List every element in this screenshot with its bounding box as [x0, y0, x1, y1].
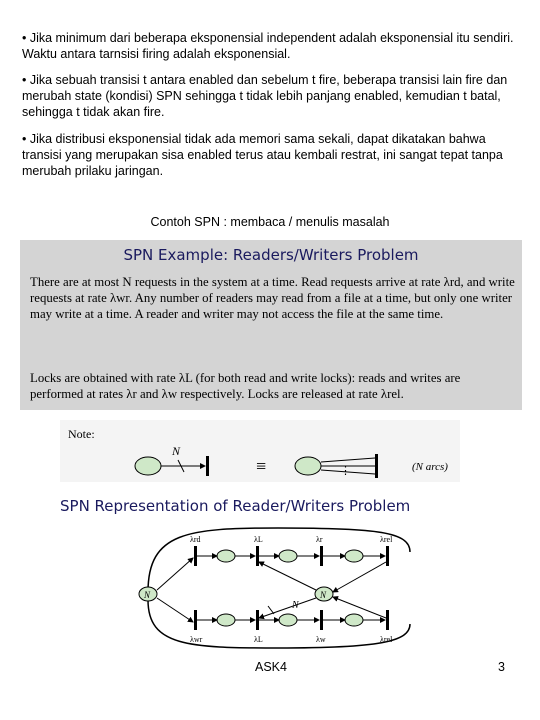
loop-bottom [148, 600, 410, 648]
loop-top [148, 528, 410, 592]
arc-mid-slash [268, 606, 274, 614]
t-bot-4 [386, 610, 389, 630]
slide-paragraph-1: There are at most N requests in the system at a time. Read requests arrive at rate λrd, and write requests at rate λwr. Any number of readers may read from a file at a time, but only one writer may write at a time. A reader and writer may not access the file at the same time. [30, 275, 515, 321]
place-bot-1 [217, 614, 235, 626]
figure-caption: Contoh SPN : membaca / menulis masalah [150, 215, 390, 229]
t-bot-3-label: λw [316, 635, 326, 644]
spn-graph [128, 522, 428, 652]
t-bot-4-label: λrel [380, 635, 393, 644]
slide-readers-writers [20, 240, 522, 410]
note-arrowhead-left [200, 463, 206, 469]
t-top-4-label: λrel [380, 535, 393, 544]
footer-label: ASK4 [255, 660, 287, 674]
place-mid-n: N [320, 590, 327, 600]
t-top-1 [194, 546, 197, 566]
t-top-4 [386, 546, 389, 566]
page-number: 3 [498, 660, 505, 674]
note-dots: ⋮ [340, 465, 351, 477]
t-top-1-label: λrd [190, 535, 201, 544]
arc-mid-top [259, 562, 316, 590]
place-bot-3 [345, 614, 363, 626]
note-arcs-label: (N arcs) [412, 461, 448, 473]
slide-paragraph-2: Locks are obtained with rate λL (for both read and write locks): reads and writes are performed at rates λr and λw respectively. Locks are released at rate λrel. [30, 371, 461, 401]
bullet-2: • Jika sebuah transisi t antara enabled dan sebelum t fire, beberapa transisi lain fire dan merubah state (kondisi) SPN sehingga t tidak lebih panjang enabled, kemudian t batal, sehingga t tidak akan fire. [22, 73, 508, 119]
spn-diagram [128, 522, 428, 657]
note-label: Note: [68, 427, 95, 441]
arc-left-top [157, 558, 193, 590]
t-bot-2 [256, 610, 259, 630]
place-top-1 [217, 550, 235, 562]
arc-rel-top [333, 562, 386, 592]
place-left-n: N [144, 590, 151, 600]
t-top-3-label: λr [316, 535, 323, 544]
bullet-3: • Jika distribusi eksponensial tidak ada memori sama sekali, dapat dikatakan bahwa transisi yang merupakan sisa enabled terus atau kembali restrat, ini sangat tepat tanpa merubah prilaku jaringan. [22, 132, 503, 178]
slide-title: SPN Example: Readers/Writers Problem [123, 246, 419, 264]
arc-mid-n: N [292, 600, 299, 611]
spn-title: SPN Representation of Reader/Writers Problem [60, 497, 411, 515]
t-bot-1 [194, 610, 197, 630]
note-arc-1 [321, 458, 375, 462]
note-place-left [135, 457, 161, 475]
note-diagram [60, 420, 460, 482]
t-bot-1-label: λwr [190, 635, 203, 644]
bullet-1: • Jika minimum dari beberapa eksponensial independent adalah eksponensial itu sendiri. Waktu antara tarnsisi firing adalah eksponensial. [22, 31, 514, 61]
t-top-2 [256, 546, 259, 566]
note-equiv: ≡ [256, 456, 267, 476]
place-top-2 [279, 550, 297, 562]
t-top-2-label: λL [254, 535, 263, 544]
note-transition-right [375, 454, 378, 478]
note-place-right [295, 457, 321, 475]
note-transition-left [206, 456, 209, 476]
note-n-label: N [172, 444, 181, 458]
t-bot-3 [320, 610, 323, 630]
t-top-3 [320, 546, 323, 566]
note-figure [60, 420, 460, 482]
t-bot-2-label: λL [254, 635, 263, 644]
place-bot-2 [279, 614, 297, 626]
place-top-3 [345, 550, 363, 562]
arc-left-bottom [157, 598, 193, 622]
